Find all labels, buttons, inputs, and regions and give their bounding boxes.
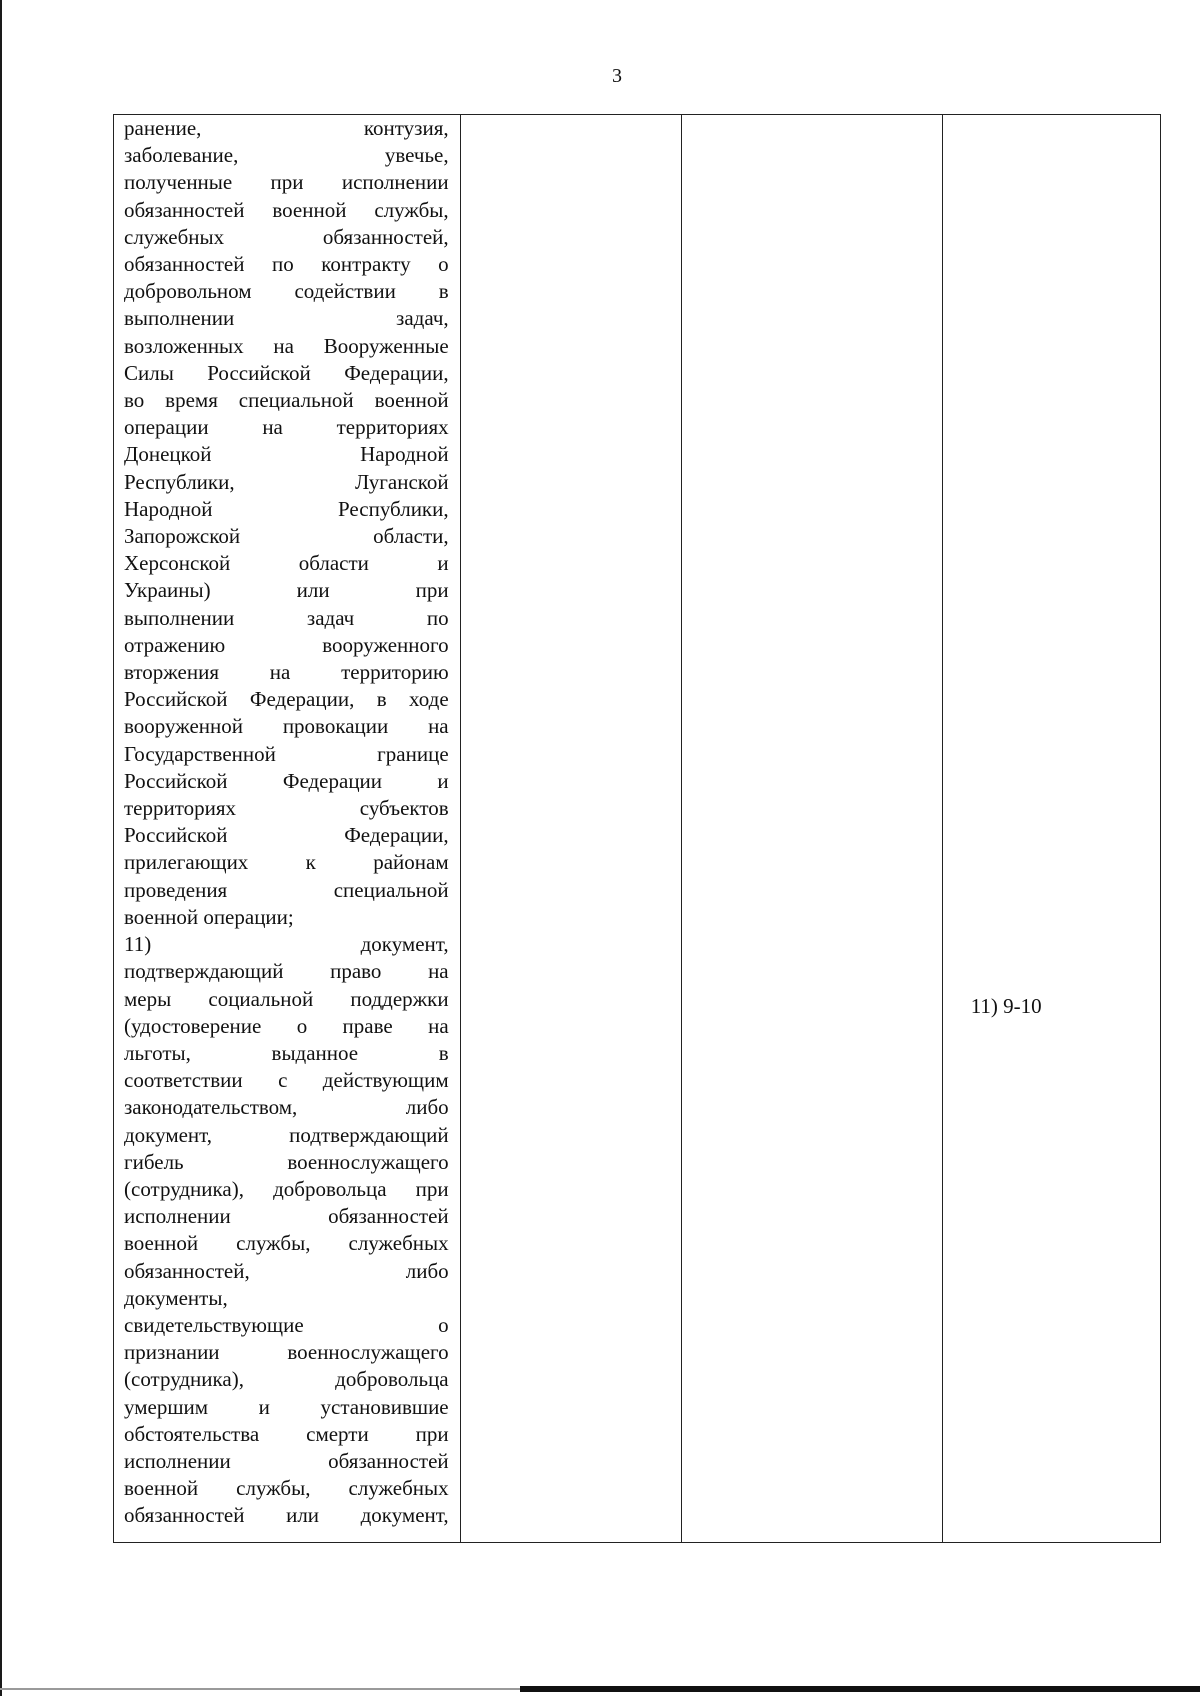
reference-wrapper xyxy=(943,115,1160,1542)
text-line: обязанностей, либо xyxy=(124,1258,449,1283)
text-line: (сотрудника), добровольца xyxy=(124,1367,449,1392)
text-line: гибель военнослужащего xyxy=(124,1149,449,1174)
text-line: заболевание, увечье, xyxy=(124,143,449,168)
text-line: военной операции; xyxy=(124,904,294,929)
text-line: служебных обязанностей, xyxy=(124,224,449,249)
text-line: меры социальной поддержки xyxy=(124,986,449,1011)
text-line: Российской Федерации, в ходе xyxy=(124,687,449,712)
text-line: документы, xyxy=(124,1285,228,1310)
text-line: соответствии с действующим xyxy=(124,1068,449,1093)
text-line: операции на территориях xyxy=(124,415,449,440)
documents-list-text xyxy=(114,115,460,1530)
table-row xyxy=(114,115,1161,1543)
text-line: (сотрудника), добровольца при xyxy=(124,1176,449,1201)
text-line: Республики, Луганской xyxy=(124,469,449,494)
text-line: проведения специальной xyxy=(124,877,449,902)
scan-bottom-bar xyxy=(520,1686,1200,1692)
text-line: исполнении обязанностей xyxy=(124,1448,449,1473)
text-line: (удостоверение о праве на xyxy=(124,1013,449,1038)
document-table xyxy=(113,114,1161,1543)
text-line: льготы, выданное в xyxy=(124,1040,449,1065)
text-line: вторжения на территорию xyxy=(124,660,449,685)
text-line: подтверждающий право на xyxy=(124,959,449,984)
text-line: военной службы, служебных xyxy=(124,1476,449,1501)
text-line: Донецкой Народной xyxy=(124,442,449,467)
text-line: территориях субъектов xyxy=(124,796,449,821)
text-line: Российской Федерации, xyxy=(124,823,449,848)
text-line: умершим и установившие xyxy=(124,1394,449,1419)
table-cell-documents xyxy=(114,115,461,1543)
text-line: Запорожской области, xyxy=(124,524,449,549)
page-number: 3 xyxy=(612,65,622,87)
text-line: Российской Федерации и xyxy=(124,768,449,793)
table-cell-empty-2 xyxy=(460,115,681,1543)
text-line: Народной Республики, xyxy=(124,496,449,521)
text-line: Государственной границе xyxy=(124,741,449,766)
text-line: Херсонской области и xyxy=(124,551,449,576)
text-line: обязанностей или документ, xyxy=(124,1503,449,1528)
text-line: вооруженной провокации на xyxy=(124,714,449,739)
text-line: прилегающих к районам xyxy=(124,850,449,875)
text-line: добровольном содействии в xyxy=(124,279,449,304)
text-line: признании военнослужащего xyxy=(124,1340,449,1365)
reference-text: 11) 9-10 xyxy=(970,994,1042,1018)
text-line: обязанностей военной службы, xyxy=(124,197,449,222)
text-line: Силы Российской Федерации, xyxy=(124,360,449,385)
text-line: отражению вооруженного xyxy=(124,632,449,657)
text-line: документ, подтверждающий xyxy=(124,1122,449,1147)
text-line: полученные при исполнении xyxy=(124,170,449,195)
text-line: военной службы, служебных xyxy=(124,1231,449,1256)
text-line: обстоятельства смерти при xyxy=(124,1421,449,1446)
text-line: возложенных на Вооруженные xyxy=(124,333,449,358)
scan-left-edge xyxy=(0,0,2,1696)
table-cell-reference xyxy=(942,115,1160,1543)
text-line: ранение, контузия, xyxy=(124,116,449,140)
text-line: законодательством, либо xyxy=(124,1095,449,1120)
text-line: 11) документ, xyxy=(124,932,449,957)
text-line: обязанностей по контракту о xyxy=(124,252,449,277)
text-line: во время специальной военной xyxy=(124,388,449,413)
text-line: исполнении обязанностей xyxy=(124,1204,449,1229)
text-line: свидетельствующие о xyxy=(124,1312,449,1337)
text-line: выполнении задач по xyxy=(124,605,449,630)
table-cell-empty-3 xyxy=(681,115,942,1543)
text-line: выполнении задач, xyxy=(124,306,449,331)
text-line: Украины) или при xyxy=(124,578,449,603)
